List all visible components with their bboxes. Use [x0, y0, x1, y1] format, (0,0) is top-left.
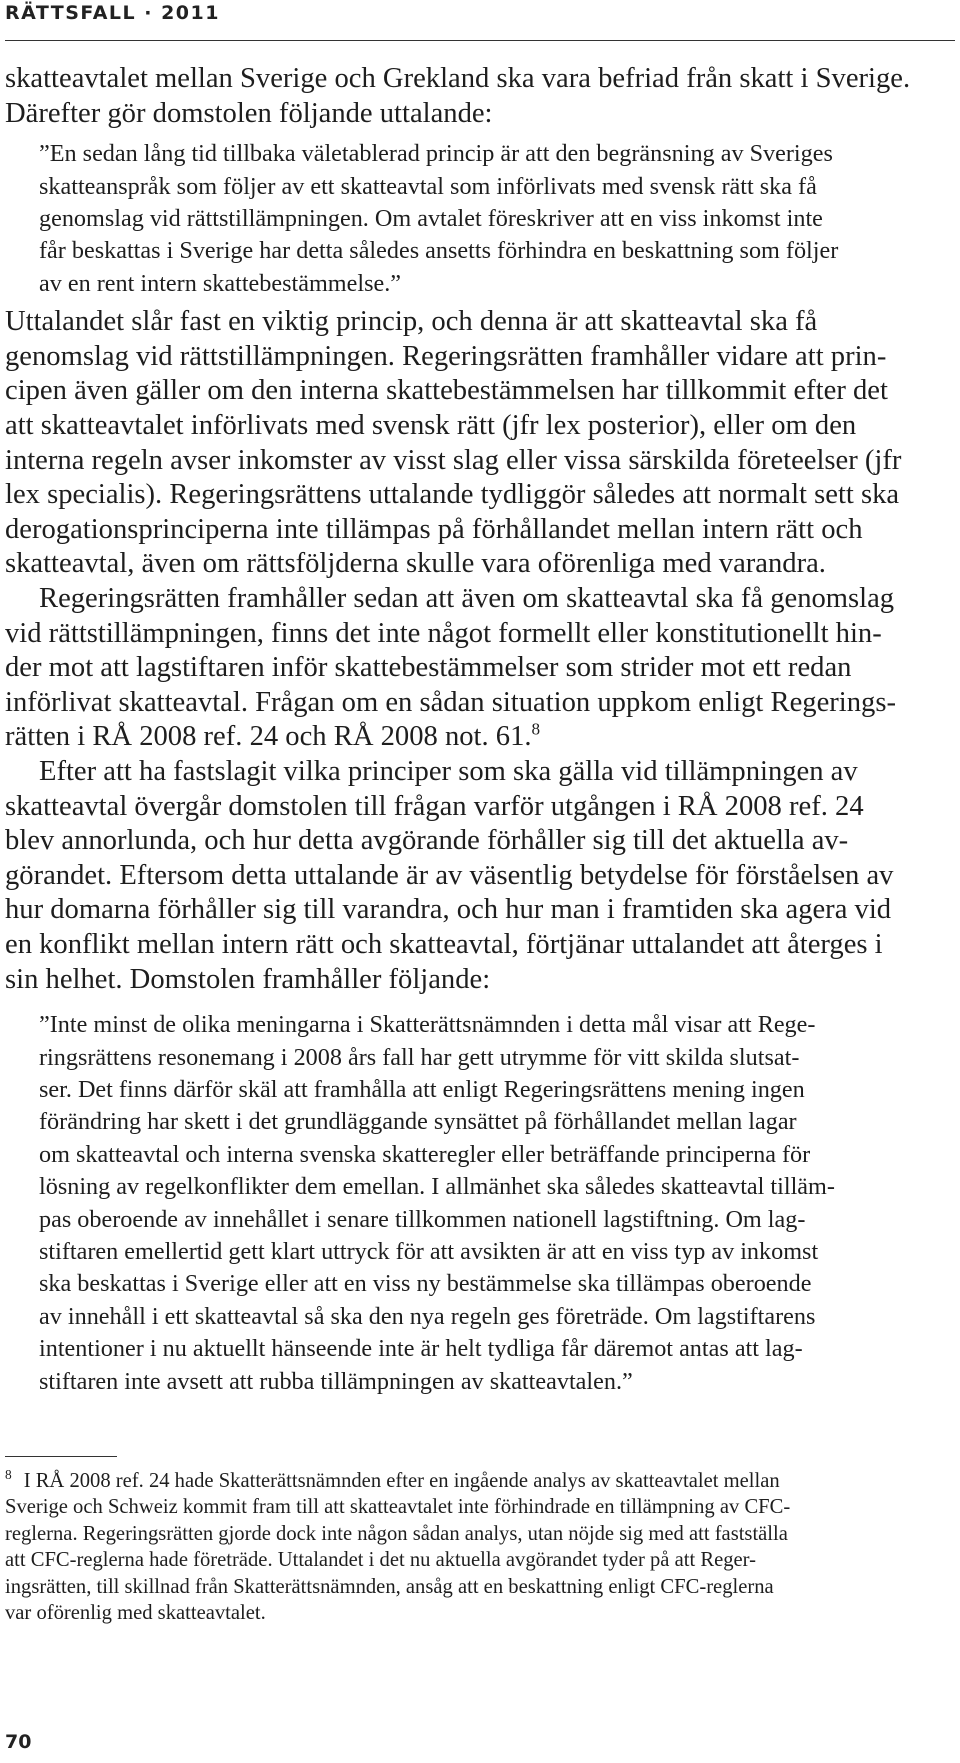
footnote-text: I RÅ 2008 ref. 24 hade Skatterättsnämnden efter en ingående analys av skatteavtalet mellan [23, 1470, 780, 1492]
footnote-line: att CFC-reglerna hade företräde. Uttalandet i det nu aktuella avgörandet tyder på att Reger- [5, 1549, 756, 1572]
text-line: der mot att lagstiftaren inför skattebestämmelser som strider mot ett redan [5, 652, 852, 684]
quote-line: pas oberoende av innehållet i senare tillkommen nationell lagstiftning. Om lag- [39, 1205, 806, 1233]
text-line: cipen även gäller om den interna skattebestämmelsen har tillkommit efter det [5, 375, 888, 407]
text-line: interna regeln avser inkomster av visst slag eller vissa särskilda företeelser (jfr [5, 444, 902, 476]
text-line: blev annorlunda, och hur detta avgörande förhåller sig till det aktuella av- [5, 825, 849, 857]
text-line: hur domarna förhåller sig till varandra, och hur man i framtiden ska agera vid [5, 894, 892, 926]
text-line: skatteavtal, även om rättsföljderna skulle vara oförenliga med varandra. [5, 548, 826, 580]
quote-line: ser. Det finns därför skäl att framhålla att enligt Regeringsrättens mening ingen [39, 1075, 805, 1103]
text-line: genomslag vid rättstillämpningen. Regeringsrätten framhåller vidare att prin- [5, 340, 887, 372]
running-header: RÄTTSFALL · 2011 [5, 2, 220, 24]
quote-line: intentioner i nu aktuellt hänseende inte är helt tydliga får däremot antas att lag- [39, 1335, 803, 1363]
footnote-reference[interactable]: 8 [531, 719, 541, 739]
text-line: lex specialis). Regeringsrättens uttalande tydliggör således att normalt sett ska [5, 479, 900, 511]
text-line [5, 720, 955, 755]
footnote [5, 1468, 955, 1626]
paragraph-intro [5, 62, 955, 131]
text-span: rätten i RÅ 2008 ref. 24 och RÅ 2008 not. 61. [5, 721, 532, 753]
footnote-line: reglerna. Regeringsrätten gjorde dock inte någon sådan analys, utan nöjde sig med att fastställa [5, 1522, 788, 1545]
header-rule [5, 40, 955, 41]
paragraph-outcome [5, 755, 955, 997]
footnote-number: 8 [5, 1467, 12, 1483]
footnote-line: ingsrätten, till skillnad från Skatterättsnämnden, ansåg att en beskattning enligt CFC-reglerna [5, 1575, 774, 1598]
text-line: vid rättstillämpningen, finns det inte något formellt eller konstitutionellt hin- [5, 617, 882, 649]
quote-line: ska beskattas i Sverige eller att en viss ny bestämmelse ska tillämpas oberoende [39, 1270, 812, 1298]
footnote-rule [5, 1456, 117, 1457]
text-line: Regeringsrätten framhåller sedan att även om skatteavtal ska få genomslag [39, 582, 895, 614]
text-line: Därefter gör domstolen följande uttalande: [5, 97, 493, 129]
block-quote-2 [5, 1009, 955, 1398]
page-number: 70 [5, 1731, 32, 1753]
quote-line: stiftaren inte avsett att rubba tillämpningen av skatteavtalen.” [39, 1367, 633, 1395]
quote-line: ”En sedan lång tid tillbaka väletablerad princip är att den begränsning av Sveriges [39, 140, 833, 168]
block-quote-1 [5, 138, 955, 300]
quote-line: av en rent intern skattebestämmelse.” [39, 269, 401, 297]
quote-line: får beskattas i Sverige har detta således ansetts förhindra en beskattning som följer [39, 237, 839, 265]
footnote-line [5, 1468, 955, 1494]
quote-line: stiftaren emellertid gett klart uttryck för att avsikten är att en viss typ av inkomst [39, 1237, 819, 1265]
quote-line: lösning av regelkonflikter dem emellan. I allmänhet ska således skatteavtal tilläm- [39, 1173, 835, 1201]
paragraph-principle [5, 305, 955, 582]
text-line: skatteavtal övergår domstolen till frågan varför utgången i RÅ 2008 ref. 24 [5, 790, 864, 822]
main-text [5, 62, 955, 1398]
quote-line: förändring har skett i det grundläggande synsättet på förhållandet mellan lagar [39, 1108, 797, 1136]
text-line: görandet. Eftersom detta uttalande är av väsentlig betydelse för förståelsen av [5, 859, 894, 891]
paragraph-legislator [5, 582, 955, 755]
text-line: sin helhet. Domstolen framhåller följande: [5, 963, 491, 995]
text-line: derogationsprinciperna inte tillämpas på förhållandet mellan intern rätt och [5, 513, 863, 545]
text-line: införlivat skatteavtal. Frågan om en sådan situation uppkom enligt Regerings- [5, 686, 896, 718]
quote-line: om skatteavtal och interna svenska skatteregler eller beträffande principerna för [39, 1140, 811, 1168]
text-line: Uttalandet slår fast en viktig princip, och denna är att skatteavtal ska få [5, 306, 818, 338]
text-line: skatteavtalet mellan Sverige och Grekland ska vara befriad från skatt i Sverige. [5, 63, 911, 94]
text-line: Efter att ha fastslagit vilka principer som ska gälla vid tillämpningen av [39, 755, 858, 787]
quote-line: ”Inte minst de olika meningarna i Skatterättsnämnden i detta mål visar att Rege- [39, 1011, 816, 1039]
quote-line: genomslag vid rättstillämpningen. Om avtalet föreskriver att en viss inkomst inte [39, 205, 823, 232]
footnote-line: Sverige och Schweiz kommit fram till att skatteavtalet inte förhindrade en tillämpning av CFC- [5, 1496, 791, 1519]
quote-line: av innehåll i ett skatteavtal så ska den nya regeln ges företräde. Om lagstiftarens [39, 1302, 816, 1330]
text-line: att skatteavtalet införlivats med svensk rätt (jfr lex posterior), eller om den [5, 410, 857, 441]
footnote-line: var oförenlig med skatteavtalet. [5, 1602, 266, 1625]
quote-line: skatteanspråk som följer av ett skatteavtal som införlivats med svensk rätt ska få [39, 172, 817, 200]
text-line: en konflikt mellan intern rätt och skatteavtal, förtjänar uttalandet att återges i [5, 928, 883, 960]
quote-line: ringsrättens resonemang i 2008 års fall har gett utrymme för vitt skilda slutsat- [39, 1043, 800, 1071]
